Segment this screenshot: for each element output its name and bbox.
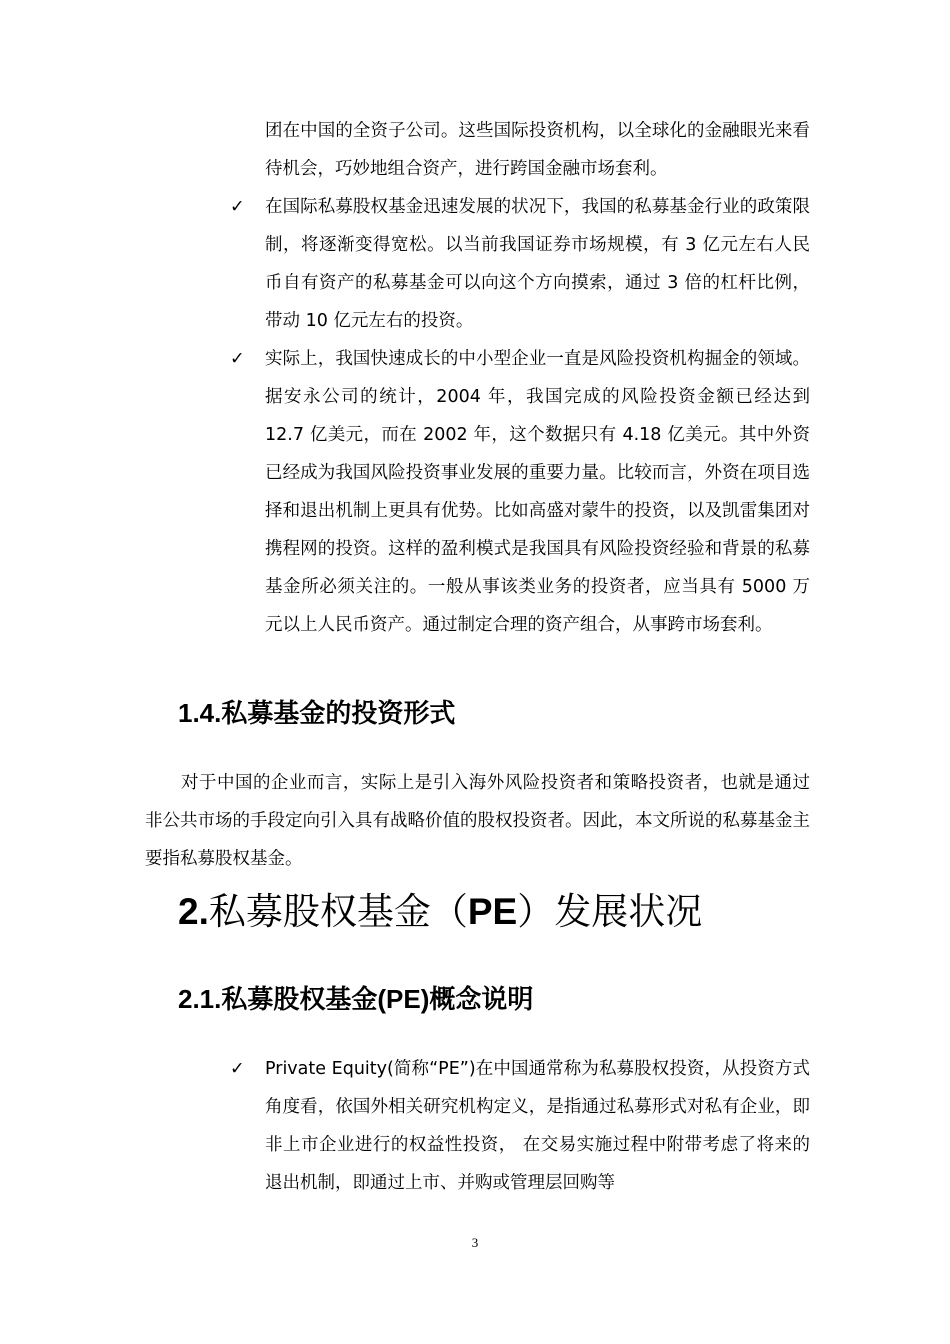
chapter-heading-2: [178, 889, 702, 935]
bullet-item: [230, 188, 810, 340]
chapter-number: 2.: [178, 891, 209, 932]
body-paragraph: 对于中国的企业而言，实际上是引入海外风险投资者和策略投资者，也就是通过非公共市场的手段定向引入具有战略价值的股权投资者。因此，本文所说的私募基金主要指私募股权基金。: [145, 773, 810, 869]
bullet-text: 实际上，我国快速成长的中小型企业一直是风险投资机构掘金的领域。据安永公司的统计，2004 年，我国完成的风险投资金额已经达到 12.7 亿美元，而在 2002 年，这个数据只有 4.18 亿美元。其中外资已经成为我国风险投资事业发展的重要力量。比较而言，外资在项目选择和退出机制上更具有优势。比如高盛对蒙牛的投资，以及凯雷集团对携程网的投资。这样的盈利模式是我国具有风险投资经验和背景的私募基金所必须关注的。一般从事该类业务的投资者，应当具有 5000 万元以上人民币资产。通过制定合理的资产组合，从事跨市场套利。: [265, 349, 810, 635]
bullet-item: [230, 340, 810, 644]
chapter-title-part: ）发展状况: [517, 890, 703, 933]
checkmark-icon: ✓: [230, 1059, 245, 1079]
bullet-item: [230, 1050, 810, 1202]
bullet-text: Private Equity(简称“PE”)在中国通常称为私募股权投资，从投资方式角度看，依国外相关研究机构定义，是指通过私募形式对私有企业，即非上市企业进行的权益性投资， 在交易实施过程中附带考虑了将来的退出机制，即通过上市、并购或管理层回购等: [265, 1059, 810, 1193]
checkmark-icon: ✓: [230, 197, 245, 217]
bullet-text: 在国际私募股权基金迅速发展的状况下，我国的私募基金行业的政策限制，将逐渐变得宽松。以当前我国证券市场规模，有 3 亿元左右人民币自有资产的私募基金可以向这个方向摸索，通过 3 倍的杠杆比例，带动 10 亿元左右的投资。: [265, 197, 810, 331]
section-number: 1.4.: [178, 698, 222, 728]
page-number: 3: [471, 1235, 479, 1250]
continued-paragraph: 团在中国的全资子公司。这些国际投资机构，以全球化的金融眼光来看待机会，巧妙地组合资产，进行跨国金融市场套利。: [265, 121, 810, 179]
chapter-title-part: 私募股权基金（: [208, 890, 468, 933]
section-heading-1-4: [178, 696, 455, 730]
section-heading-2-1: 2.1.私募股权基金(PE)概念说明: [178, 984, 534, 1014]
chapter-title-abbr: PE: [467, 891, 518, 932]
checkmark-icon: ✓: [230, 349, 245, 369]
section-title: 私募基金的投资形式: [221, 698, 456, 728]
